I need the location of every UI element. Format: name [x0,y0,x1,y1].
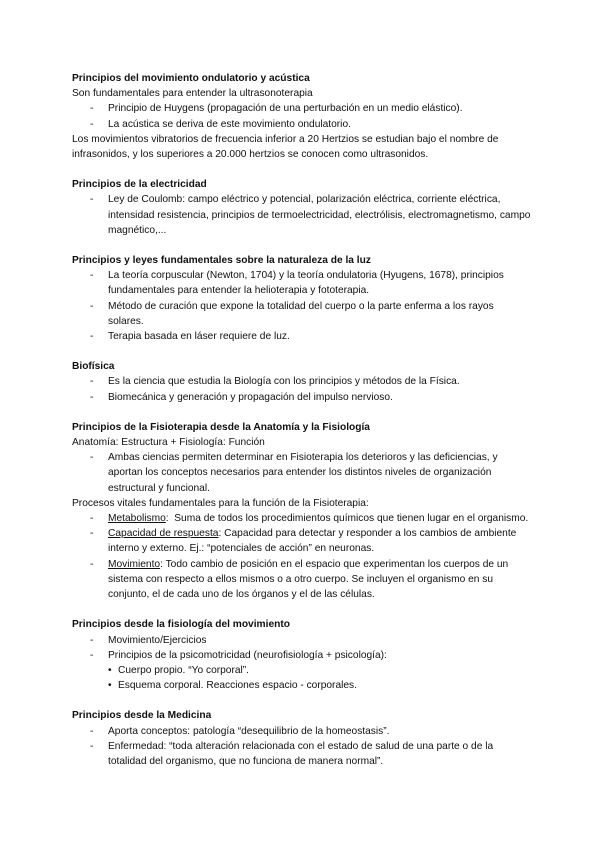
list-item-text: Principios de la psicomotricidad (neurofisiología + psicología): [108,649,387,661]
section-heading: Principios de la Fisioterapia desde la Anatomía y la Fisiología [72,421,370,433]
dash-list [72,724,532,770]
section-intro-processes: Procesos vitales fundamentales para la función de la Fisioterapia: [72,497,369,509]
section-electricidad [72,177,532,238]
section-heading: Principios desde la Medicina [72,710,212,722]
list-item: - Terapia basada en láser requiere de luz. [72,329,532,344]
section-paragraph: Los movimientos vibratorios de frecuencia inferior a 20 Hertzios se estudian bajo el nombre de infrasonidos, y los superiores a 20.000 hertzios se conocen como ultrasonidos. [72,133,499,161]
list-item [72,648,532,694]
section-heading: Principios de la electricidad [72,179,207,191]
process-sep: : [160,558,166,570]
section-luz [72,253,532,344]
list-item: - Aporta conceptos: patología “desequilibrio de la homeostasis”. [72,724,532,739]
section-heading: Principios y leyes fundamentales sobre la naturaleza de la luz [72,255,371,267]
process-item [72,526,532,556]
document-page [72,71,532,784]
bullet-item: • Esquema corporal. Reacciones espacio - corporales. [108,678,532,693]
list-item: - Biomecánica y generación y propagación del impulso nervioso. [72,390,532,405]
list-item: - Movimiento/Ejercicios [72,633,532,648]
process-sep: : [165,513,175,525]
list-item: - Ley de Coulomb: campo eléctrico y potencial, polarización eléctrica, corriente eléctrica, intensidad resistencia, principios de termoelectricidad, electrólisis, electromagnetismo, campo magnético,... [72,192,532,238]
section-heading: Biofísica [72,361,115,373]
list-item: - Es la ciencia que estudia la Biología con los principios y métodos de la Física. [72,374,532,389]
section-intro: Son fundamentales para entender la ultrasonoterapia [72,88,313,100]
dash-list [72,633,532,694]
section-biofisica [72,359,532,405]
process-item [72,511,532,526]
process-text: Todo cambio de posición en el espacio que experimentan los cuerpos de un sistema con respecto a ellos mismos o a otro cuerpo. Se incluyen el organismo en su conjunto, el de cada uno de los órganos y el de las células. [108,558,509,601]
section-heading: Principios desde la fisiología del movimiento [72,619,290,631]
process-term: Metabolismo [108,513,166,525]
list-item: - Ambas ciencias permiten determinar en Fisioterapia los deterioros y las deficiencias, y aportan los conceptos necesarios para entender los distintos niveles de organización estructural y funcional. [72,450,532,496]
section-anatomia-fisiologia [72,420,532,602]
section-intro: Anatomía: Estructura + Fisiología: Función [72,437,265,449]
process-term: Capacidad de respuesta [108,528,219,540]
list-item: - La acústica se deriva de este movimiento ondulatorio. [72,117,532,132]
dash-list [72,374,532,404]
dash-list [72,268,532,344]
process-sep: : [218,528,225,540]
process-text: Capacidad para detectar y responder a los cambios de ambiente interno y externo. Ej.: “potenciales de acción” en neuronas. [108,528,517,555]
list-item: - Enfermedad: “toda alteración relacionada con el estado de salud de una parte o de la totalidad del organismo, que no funciona de manera normal”. [72,739,532,769]
section-heading: Principios del movimiento ondulatorio y acústica [72,73,310,84]
bullet-list [108,663,532,693]
process-term: Movimiento [108,558,161,570]
list-item: - Método de curación que expone la totalidad del cuerpo o la parte enferma a los rayos solares. [72,299,532,329]
process-item [72,557,532,603]
dash-list [72,101,532,131]
section-medicina [72,708,532,769]
section-ondulatorio [72,71,532,162]
process-text: Suma de todos los procedimientos químicos que tienen lugar en el organismo. [174,513,529,525]
process-list [72,511,532,602]
section-fisiologia-movimiento [72,617,532,693]
dash-list [72,450,532,496]
dash-list [72,192,532,238]
list-item: - La teoría corpuscular (Newton, 1704) y la teoría ondulatoria (Hyugens, 1678), principios fundamentales para entender la helioterapia y fototerapia. [72,268,532,298]
list-item: - Principio de Huygens (propagación de una perturbación en un medio elástico). [72,101,532,116]
bullet-item: • Cuerpo propio. “Yo corporal”. [108,663,532,678]
